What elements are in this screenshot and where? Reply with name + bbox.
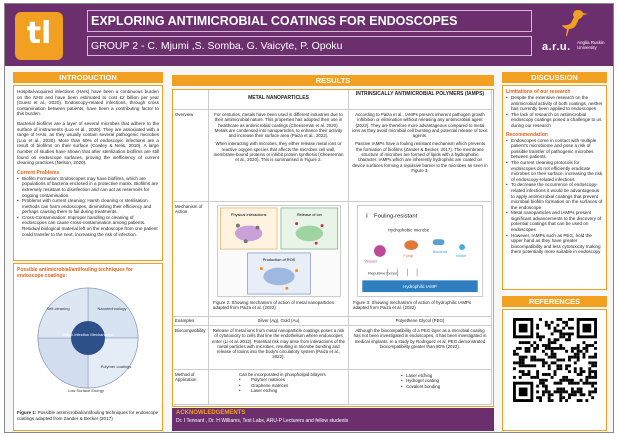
figure1-heading: Possible antimicrobial/antifouling techniques for endoscope coatings:	[17, 267, 133, 279]
mechanism-metal	[209, 202, 349, 317]
figure3-caption: Figure 3: Showing mechanism of action of hydrophilic IAMPs adapted from Paiza et al. (2022)	[353, 300, 472, 311]
method-iamp-item: • Laser etching	[401, 373, 488, 378]
method-metal-list	[239, 377, 345, 393]
ack-text: Dr. I Tennant , Dr. H Williams, Test Labs, ARU-P Lecturers and fellow students	[176, 418, 349, 424]
recommendation-item: • However, IAMPs such as PEG, hold the upper hand as they have greater biocompatibility and less cytotoxicity making them potentially more suitable in endoscopy	[506, 233, 603, 255]
references-heading: REFERENCES	[502, 296, 607, 307]
figure1-center-label: Micro Infection Mechanisms	[63, 332, 113, 337]
problem-item: • Cross-Contamination: Improper handling or cleaning of endoscopes can cause cross-contamination among patients. Residual biological material left on the endoscope from one patient could transfer to the next, increasing the risk of infection.	[17, 215, 159, 237]
intro-panel	[13, 85, 163, 261]
figure2-label: Physical interactions	[230, 211, 267, 217]
figure1-panel	[13, 263, 163, 431]
aru-logo	[540, 8, 610, 64]
examples-metal: Silver (Ag), Gold (Au)	[209, 317, 349, 326]
intro-heading: INTRODUCTION	[13, 72, 163, 83]
discussion-heading: DISCUSSION	[502, 72, 607, 83]
method-metal-intro: Can be incorporated in phospholipid bilayers	[239, 372, 326, 377]
overview-metal	[209, 110, 349, 202]
recommendation-item: • The current cleaning protocols for endoscopes do not efficiently eradicate microbes on their surface, increasing the risk of endoscopy-related infections	[506, 160, 603, 182]
method-metal-item: • Laser etching	[239, 388, 345, 393]
aru-name: a.r.u.	[542, 41, 571, 53]
row-label-biocompatibility: Biocompatibility	[173, 326, 209, 370]
overview-iamp-text-2: Passive IAMPs have a fouling resistant mechanism which prevents the formation of biofilms (Zander & Becker, 2017). The membrane structure of microbes are formed of lipids with a hydrophobic character. IAMPs which are inherently hydrophilic are coated on device surfaces forming a repulsive barrier to the microbes as seen in Figure 3.	[352, 141, 488, 173]
figure3-label: Water	[456, 252, 467, 258]
figure3-label: Fungi	[403, 252, 414, 258]
col-iamps: INTRINSICALLY ANTIMICROBIAL POLYMERS (IAMPS)	[349, 90, 492, 110]
group-authors: GROUP 2 - C. Mjumi ,S. Somba, G. Vaicyte, P. Opoku	[87, 36, 532, 56]
poster	[4, 3, 614, 433]
col-metal-nanoparticles: METAL NANOPARTICLES	[209, 90, 349, 110]
figure1-label: Self-cleaning	[46, 306, 70, 311]
problem-item: • Problems with current cleaning: Harsh cleaning or sterilisation methods can harm endoscopes, diminishing their efficiency and perhaps causing them to fail during treatments.	[17, 198, 159, 215]
figure3-label: Hydrophilic IAMP	[403, 284, 437, 290]
recommendation-title: Recommendation	[506, 131, 548, 138]
recommendation-item: • Endoscopes come in contact with multiple patient's microbiome and pose a risk of possible transfer of pathogenic microbes between patients	[506, 138, 603, 160]
method-iamp-list	[401, 373, 488, 389]
method-iamp-item: • Hydrogel coating	[401, 378, 488, 383]
examples-iamp: Polyethene Glycol (PEG)	[349, 317, 492, 326]
figure1-label: Nanotechnology	[97, 306, 127, 311]
limitations-list	[506, 95, 603, 129]
tl-logo: tl	[15, 12, 63, 60]
overview-metal-text-1: For centuries, metals have been used in different industries due to their antimicrobial nature. This properties has adopted their use in healthcare as antimicrobial coatings (Cheeseman et al. 2020). Metals are condensed into nanoparticles, to enhance their activity and increase their surface area (Paiza et al., 2022).	[214, 112, 343, 139]
figure1-caption	[17, 410, 159, 421]
acknowledgements	[172, 408, 494, 431]
row-label-method: Method of Application	[173, 370, 209, 405]
references-panel	[502, 309, 607, 431]
figure3-label: Hydrophobic microbe	[387, 227, 430, 233]
figure3-diagram	[357, 205, 483, 297]
figure3-title: Fouling-resistant	[374, 213, 418, 220]
problem-item: • Biofilm Formation: Endoscopes may have biofilms, which are populations of bacteria enclosed in a protective matrix. Biofilms are extremely resistant to disinfection and can act as reservoirs for ongoing contamination.	[17, 176, 159, 198]
discussion-panel	[502, 85, 607, 290]
intro-paragraph-2: Bacterial biofilms are a layer of several microbes that adhere to the surface of instruments (Luo et al., 2020). They are associated with a range of HAIs, as they usually contain several pathogenic microbes (Luo et al., 2020). More than 60% of endoscopic infections are a result of biofilms on their surface (Cowley & Nelis, 2010). A large number of studies have shown that after sterilization biofilms are still found on endoscope surfaces, proving the inefficiency of current cleaning practices (Nelson, 2020).	[17, 120, 159, 166]
method-metal	[209, 370, 349, 405]
figure1-caption-text: Possible antimicrobial/antifouling techniques for endoscope coatings adapted from Zander & Becker (2017)	[17, 410, 159, 421]
qr-code-icon[interactable]	[513, 318, 597, 402]
recommendation-item: • To decrease the occurrence of endoscopy-related infections it would be advantageous to apply antimicrobial coatings that prevent microbial biofilm formation on the surfaces of the endoscope	[506, 182, 603, 210]
limitations-title: Limitations of our research	[506, 89, 571, 95]
figure1-caption-label: Figure 1:	[17, 410, 37, 415]
recommendation-item: • Metal nanoparticles and IAMPs present significant advancements to the discovery of potential coatings that can be used on endoscopes	[506, 210, 603, 232]
limitation-item: • The lack of research on antimicrobial endoscopy coatings posed a challenge to us during our research	[506, 112, 603, 129]
results-table	[172, 89, 494, 407]
aru-subtitle: Anglia Ruskin University	[577, 40, 605, 50]
figure1-label: Low Surface Energy	[67, 388, 105, 393]
figure2-label: Release of ion	[296, 211, 322, 217]
figure2-diagram	[217, 205, 341, 297]
limitation-item: • Despite the extensive research on the antimicrobial activity of both coatings, neither has currently been applied to endoscopes	[506, 95, 603, 112]
poster-title: EXPLORING ANTIMICROBIAL COATINGS FOR ENDOSCOPES	[87, 10, 532, 32]
figure3-label: Viruses	[364, 258, 378, 264]
results-corner	[173, 90, 209, 110]
poster-header	[5, 4, 613, 66]
figure3-label: Bacteria	[432, 248, 448, 254]
intro-paragraph-1: Hospital-acquired infections (HAIs) have been a continuous burden on the NHS and have been estimated to cost £2 billion per year (Guest et al., 2020). Endoscopy-related infections, through cross contamination between patients, have been a contributing factor to this burden.	[17, 89, 159, 117]
current-problems-title: Current Problems	[17, 169, 60, 176]
method-metal-item: • Polymer matrices	[239, 377, 345, 382]
figure2-label: Production of ROS	[262, 256, 296, 262]
mechanism-iamp	[349, 202, 492, 317]
figure2-caption: Figure 2: Showing mechanism of action of metal nanoparticles adapted from Paiza et al. (2022)	[213, 300, 335, 311]
biocompat-iamp: Although the biocompatibility of a PEG layer as a microbial coating has not been investigated in endoscopes, it has been investigated in medical implants. In a study by Rodriguez et al, PEG demonstrated biocompatibility greater than 80% (2022).	[349, 326, 492, 370]
heron-icon	[558, 8, 590, 38]
svg-text:ⅰ: ⅰ	[366, 213, 368, 220]
overview-iamp	[349, 110, 492, 202]
recommendation-list	[506, 138, 603, 255]
overview-metal-text-2: When interacting with microbes, they either release metal ions or reactive oxygen species that affects the microbes cell wall, membrane-bound proteins or inhibit protein synthesis (Cheeseman et al., 2020). This is summarised in Figure 2.	[213, 141, 344, 163]
ack-heading: ACKNOWLEDGEMENTS	[176, 410, 246, 416]
row-label-overview: Overview	[173, 110, 209, 202]
method-metal-item: • Graphene matrices	[239, 383, 345, 388]
results-heading: RESULTS	[172, 75, 494, 86]
method-iamp	[349, 370, 492, 405]
overview-iamp-text-1: According to Paiza et al., IAMPs present inherent pathogen growth inhibition or elimination without releasing any antimicrobial agent (2022). They are therefore more advantageous compared to metal ions as they avoid microbial cell bursting and potential release of toxic agents.	[352, 112, 488, 139]
figure3-label: Repulsive forces	[368, 270, 398, 276]
figure1-diagram	[32, 282, 144, 394]
figure1-label: Polymer coatings	[100, 364, 132, 369]
method-iamp-item: • Covalent bonding	[401, 384, 488, 389]
row-label-mechanism: Mechanism of Action	[173, 202, 209, 317]
row-label-examples: Examples	[173, 317, 209, 326]
biocompat-metal: Release of metal ions from metal nanoparticle coatings poses a risk of cytotoxicity to cells that line the endothelium where endoscopes enter (Li et al. 2012). Potential risk may arise from interactions of the metal particles with microbes, resulting in microbe bursting and release of toxins into the body's circulatory system (Paiza et al., 2022).	[209, 326, 349, 370]
current-problems-list	[17, 176, 159, 238]
